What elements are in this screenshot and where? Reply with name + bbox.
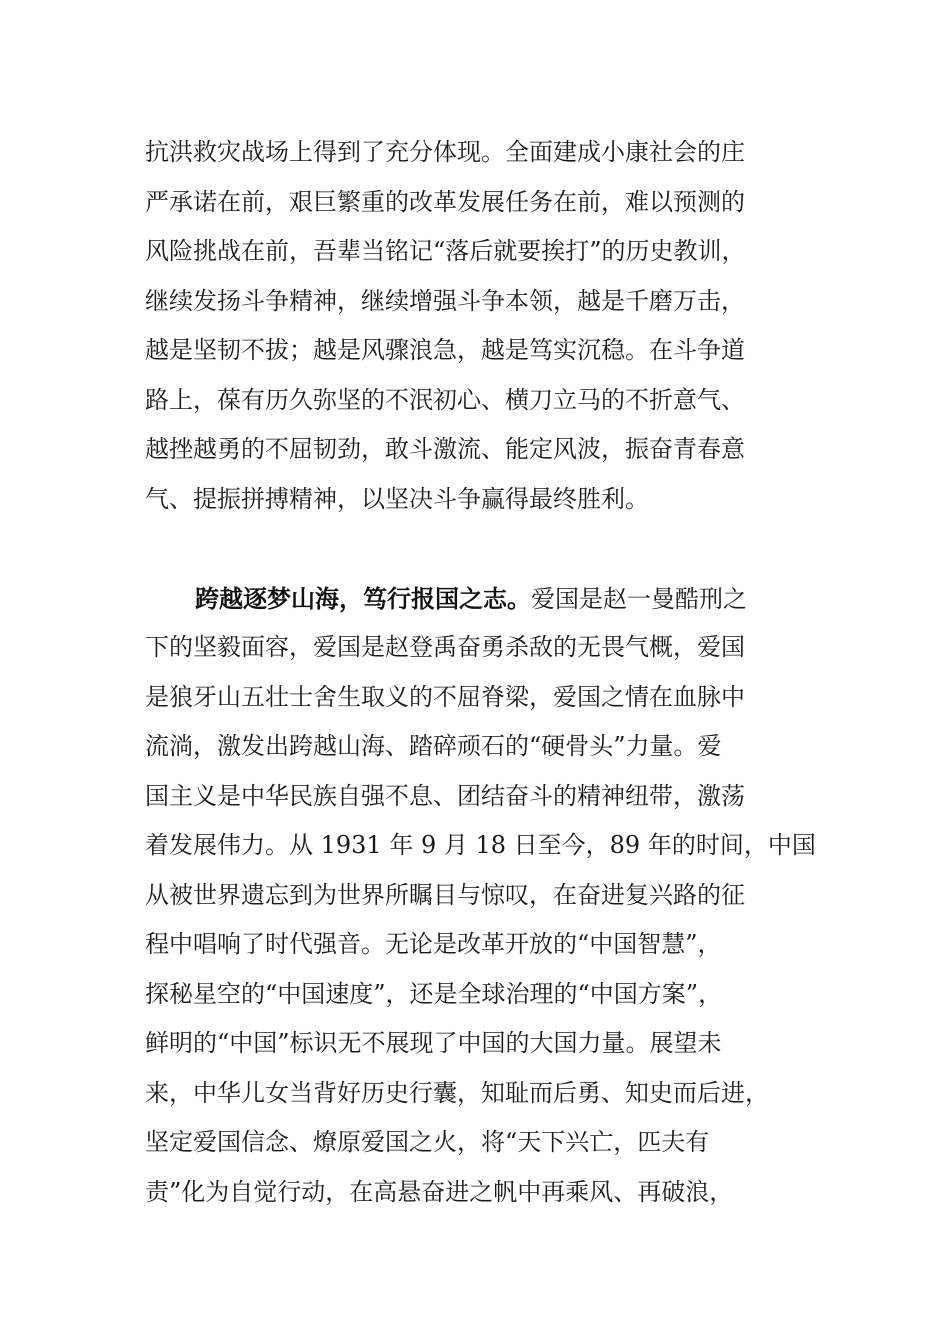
text-line: 越挫越勇的不屈韧劲，敢斗激流、能定风波，振奋青春意 — [145, 435, 745, 463]
text-line: 鲜明的“中国”标识无不展现了中国的大国力量。展望未 — [145, 1029, 722, 1057]
paragraph-heading: 跨越逐梦山海，笃行报国之志。 — [195, 583, 531, 613]
text-line: 路上，葆有历久弥坚的不泯初心、横刀立马的不折意气、 — [145, 385, 745, 414]
text-line: 流淌，激发出跨越山海、踏碎顽石的“硬骨头”力量。爱 — [145, 732, 722, 760]
text-line: 气、提振拼搏精神，以坚决斗争赢得最终胜利。 — [145, 484, 649, 513]
text-line: 探秘星空的“中国速度”，还是全球治理的“中国方案”， — [145, 979, 723, 1008]
text-line: 风险挑战在前，吾辈当铭记“落后就要挨打”的历史教训， — [145, 237, 746, 265]
text-line: 下的坚毅面容，爱国是赵登禹奋勇杀敌的无畏气概，爱国 — [145, 633, 745, 661]
text-line: 是狼牙山五壮士舍生取义的不屈脊梁，爱国之情在血脉中 — [145, 682, 745, 711]
text-line: 程中唱响了时代强音。无论是改革开放的“中国智慧”， — [145, 930, 722, 958]
text-line: 来，中华儿女当背好历史行囊，知耻而后勇、知史而后进， — [145, 1078, 769, 1107]
first-line-rest: 爱国是赵一曼酷刑之 — [531, 584, 747, 613]
text-line: 抗洪救灾战场上得到了充分体现。全面建成小康社会的庄 — [145, 138, 745, 166]
first-line — [145, 574, 815, 624]
text-line: 国主义是中华民族自强不息、团结奋斗的精神纽带，激荡 — [145, 781, 745, 810]
text-line: 责”化为自觉行动，在高悬奋进之帆中再乘风、再破浪， — [145, 1177, 734, 1206]
paragraph-spacer — [145, 524, 815, 574]
text-line: 坚定爱国信念、燎原爱国之火，将“天下兴亡，匹夫有 — [145, 1128, 710, 1156]
text-line: 着发展伟力。从 1931 年 9 月 18 日至今，89 年的时间，中国 — [145, 831, 816, 859]
text-line: 越是坚韧不拔；越是风骤浪急，越是笃实沉稳。在斗争道 — [145, 336, 745, 364]
text-line: 严承诺在前，艰巨繁重的改革发展任务在前，难以预测的 — [145, 187, 745, 216]
paragraph-struggle — [145, 128, 815, 524]
text-line: 从被世界遗忘到为世界所瞩目与惊叹，在奋进复兴路的征 — [145, 880, 745, 909]
body-text — [145, 128, 815, 1217]
text-line: 继续发扬斗争精神，继续增强斗争本领，越是千磨万击， — [145, 286, 745, 315]
paragraph-patriotism — [145, 574, 815, 1218]
